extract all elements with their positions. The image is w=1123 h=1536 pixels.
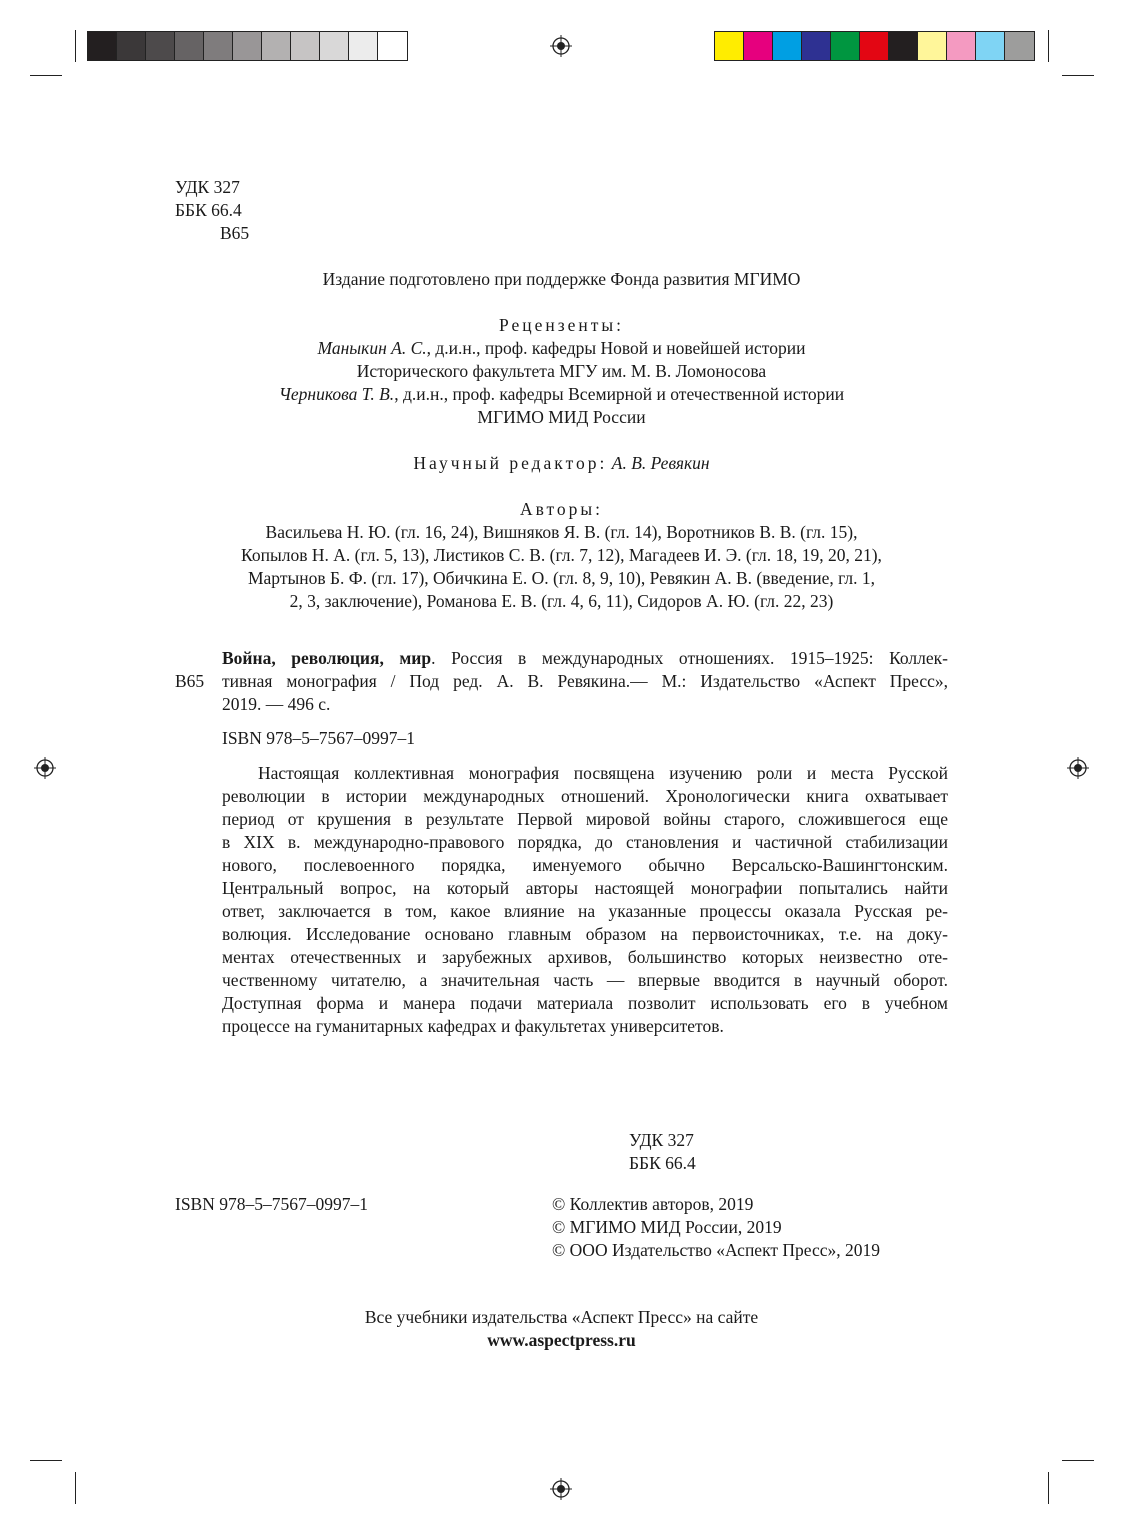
bib-mark: В65 (175, 671, 205, 691)
support-note: Издание подготовлено при поддержке Фонда развития МГИМО (322, 269, 801, 289)
udk-code: УДК 327 (175, 177, 240, 197)
bib-entry (222, 647, 948, 750)
color-swatch (715, 32, 744, 60)
bib-line-1 (222, 647, 948, 670)
reviewer-2-line (0, 383, 1123, 406)
description-line: чественному читателю, а значительная часть — впервые вводится в научный оборот. (222, 970, 948, 990)
crop-mark (1048, 30, 1049, 62)
description-line: в XIX в. международно-правового порядка, до становления и частичной стабилизации (222, 832, 948, 852)
gray-swatch (291, 32, 320, 60)
editor-line (0, 452, 1123, 475)
gray-swatch (378, 32, 407, 60)
footer-bbk: ББК 66.4 (629, 1153, 696, 1173)
authors-line: Мартынов Б. Ф. (гл. 17), Обичкина Е. О. (гл. 8, 9, 10), Ревякин А. В. (введение, гл. 1, (247, 568, 876, 588)
gray-calibration-strip (87, 31, 408, 61)
crop-mark (30, 1460, 62, 1461)
description-block (222, 762, 948, 1038)
crop-mark (1062, 1460, 1094, 1461)
editor-name: А. В. Ревякин (611, 453, 710, 473)
copyright-line: © Коллектив авторов, 2019 (552, 1194, 754, 1214)
authors-line: Копылов Н. А. (гл. 5, 13), Листиков С. В. (гл. 7, 12), Магадеев И. Э. (гл. 18, 19, 20, 21), (241, 545, 882, 565)
color-swatch (976, 32, 1005, 60)
crop-mark (75, 30, 76, 62)
description-line: волюция. Исследование основано главным образом на первоисточниках, т.е. на доку- (222, 924, 948, 944)
footer-codes (629, 1129, 696, 1175)
authors-line: Васильева Н. Ю. (гл. 16, 24), Вишняков Я. В. (гл. 14), Воротников В. В. (гл. 15), (265, 522, 858, 542)
crop-mark (30, 75, 62, 76)
reviewer-1-line (0, 337, 1123, 360)
color-swatch (744, 32, 773, 60)
description-line: Центральный вопрос, на который авторы настоящей монографии попытались найти (222, 878, 948, 898)
reviewers-block (0, 314, 1123, 429)
color-calibration-strip (714, 31, 1035, 61)
reviewer-1-name: Маныкин А. С. (317, 338, 427, 358)
bib-title: Война, революция, мир (222, 648, 432, 668)
registration-mark-icon (1067, 757, 1089, 779)
reviewer-1-affiliation: , д.и.н., проф. кафедры Новой и новейшей истории (426, 338, 806, 358)
gray-swatch (117, 32, 146, 60)
description-line: период от крушения в результате Первой мировой войны старого, сложившегося еще (222, 809, 948, 829)
reviewer-2-line2: МГИМО МИД России (477, 407, 646, 427)
color-swatch (918, 32, 947, 60)
authors-heading: Авторы: (519, 499, 603, 519)
promo-block (0, 1306, 1123, 1352)
footer-isbn: ISBN 978–5–7567–0997–1 (175, 1194, 368, 1214)
description-line: процессе на гуманитарных кафедрах и факультетах университетов. (222, 1016, 724, 1036)
bbk-code: ББК 66.4 (175, 200, 242, 220)
description-line: революции в истории международных отношений. Хронологически книга охватывает (222, 786, 948, 806)
color-swatch (889, 32, 918, 60)
reviewer-2-affiliation: , д.и.н., проф. кафедры Всемирной и отечественной истории (394, 384, 845, 404)
description-line: ментах отечественных и зарубежных архивов, большинство которых неизвестно оте- (222, 947, 948, 967)
color-swatch (1005, 32, 1034, 60)
authors-line: 2, 3, заключение), Романова Е. В. (гл. 4, 6, 11), Сидоров А. Ю. (гл. 22, 23) (289, 591, 834, 611)
gray-swatch (262, 32, 291, 60)
crop-mark (75, 1472, 76, 1504)
color-swatch (947, 32, 976, 60)
reviewers-heading: Рецензенты: (498, 315, 625, 335)
bib-line-3: 2019. — 496 с. (222, 694, 331, 714)
footer-udk: УДК 327 (629, 1130, 694, 1150)
editor-label: Научный редактор: (413, 453, 608, 473)
registration-mark-icon (34, 757, 56, 779)
color-swatch (802, 32, 831, 60)
gray-swatch (146, 32, 175, 60)
description-line: ответ, заключается в том, какое влияние на указанные процессы оказала Русская ре- (222, 901, 948, 921)
gray-swatch (88, 32, 117, 60)
author-mark: В65 (220, 223, 250, 243)
registration-mark-icon (550, 35, 572, 57)
bib-line-2: тивная монография / Под ред. А. В. Ревякина.— М.: Издательство «Аспект Пресс», (222, 671, 948, 691)
registration-mark-icon (550, 1478, 572, 1500)
gray-swatch (320, 32, 349, 60)
gray-swatch (349, 32, 378, 60)
gray-swatch (204, 32, 233, 60)
bib-line-1-rest: . Россия в международных отношениях. 1915–1925: Коллек- (431, 648, 948, 668)
crop-mark (1048, 1472, 1049, 1504)
description-line: Настоящая коллективная монография посвящена изучению роли и места Русской (258, 763, 948, 783)
crop-mark (1062, 75, 1094, 76)
reviewer-1-line2: Исторического факультета МГУ им. М. В. Ломоносова (356, 361, 767, 381)
color-swatch (831, 32, 860, 60)
copyright-line: © МГИМО МИД России, 2019 (552, 1217, 782, 1237)
description-line: нового, послевоенного порядка, именуемого обычно Версальско-Вашингтонским. (222, 855, 948, 875)
copyright-block (552, 1193, 880, 1262)
promo-line: Все учебники издательства «Аспект Пресс» на сайте (364, 1307, 759, 1327)
header-codes (175, 176, 249, 245)
promo-site-link[interactable]: www.aspectpress.ru (487, 1330, 636, 1350)
authors-block (0, 498, 1123, 613)
bib-isbn: ISBN 978–5–7567–0997–1 (222, 728, 415, 748)
gray-swatch (233, 32, 262, 60)
gray-swatch (175, 32, 204, 60)
reviewer-2-name: Черникова Т. В. (278, 384, 395, 404)
copyright-line: © ООО Издательство «Аспект Пресс», 2019 (552, 1240, 880, 1260)
description-line: Доступная форма и манера подачи материала позволит использовать его в учебном (222, 993, 948, 1013)
color-swatch (860, 32, 889, 60)
color-swatch (773, 32, 802, 60)
